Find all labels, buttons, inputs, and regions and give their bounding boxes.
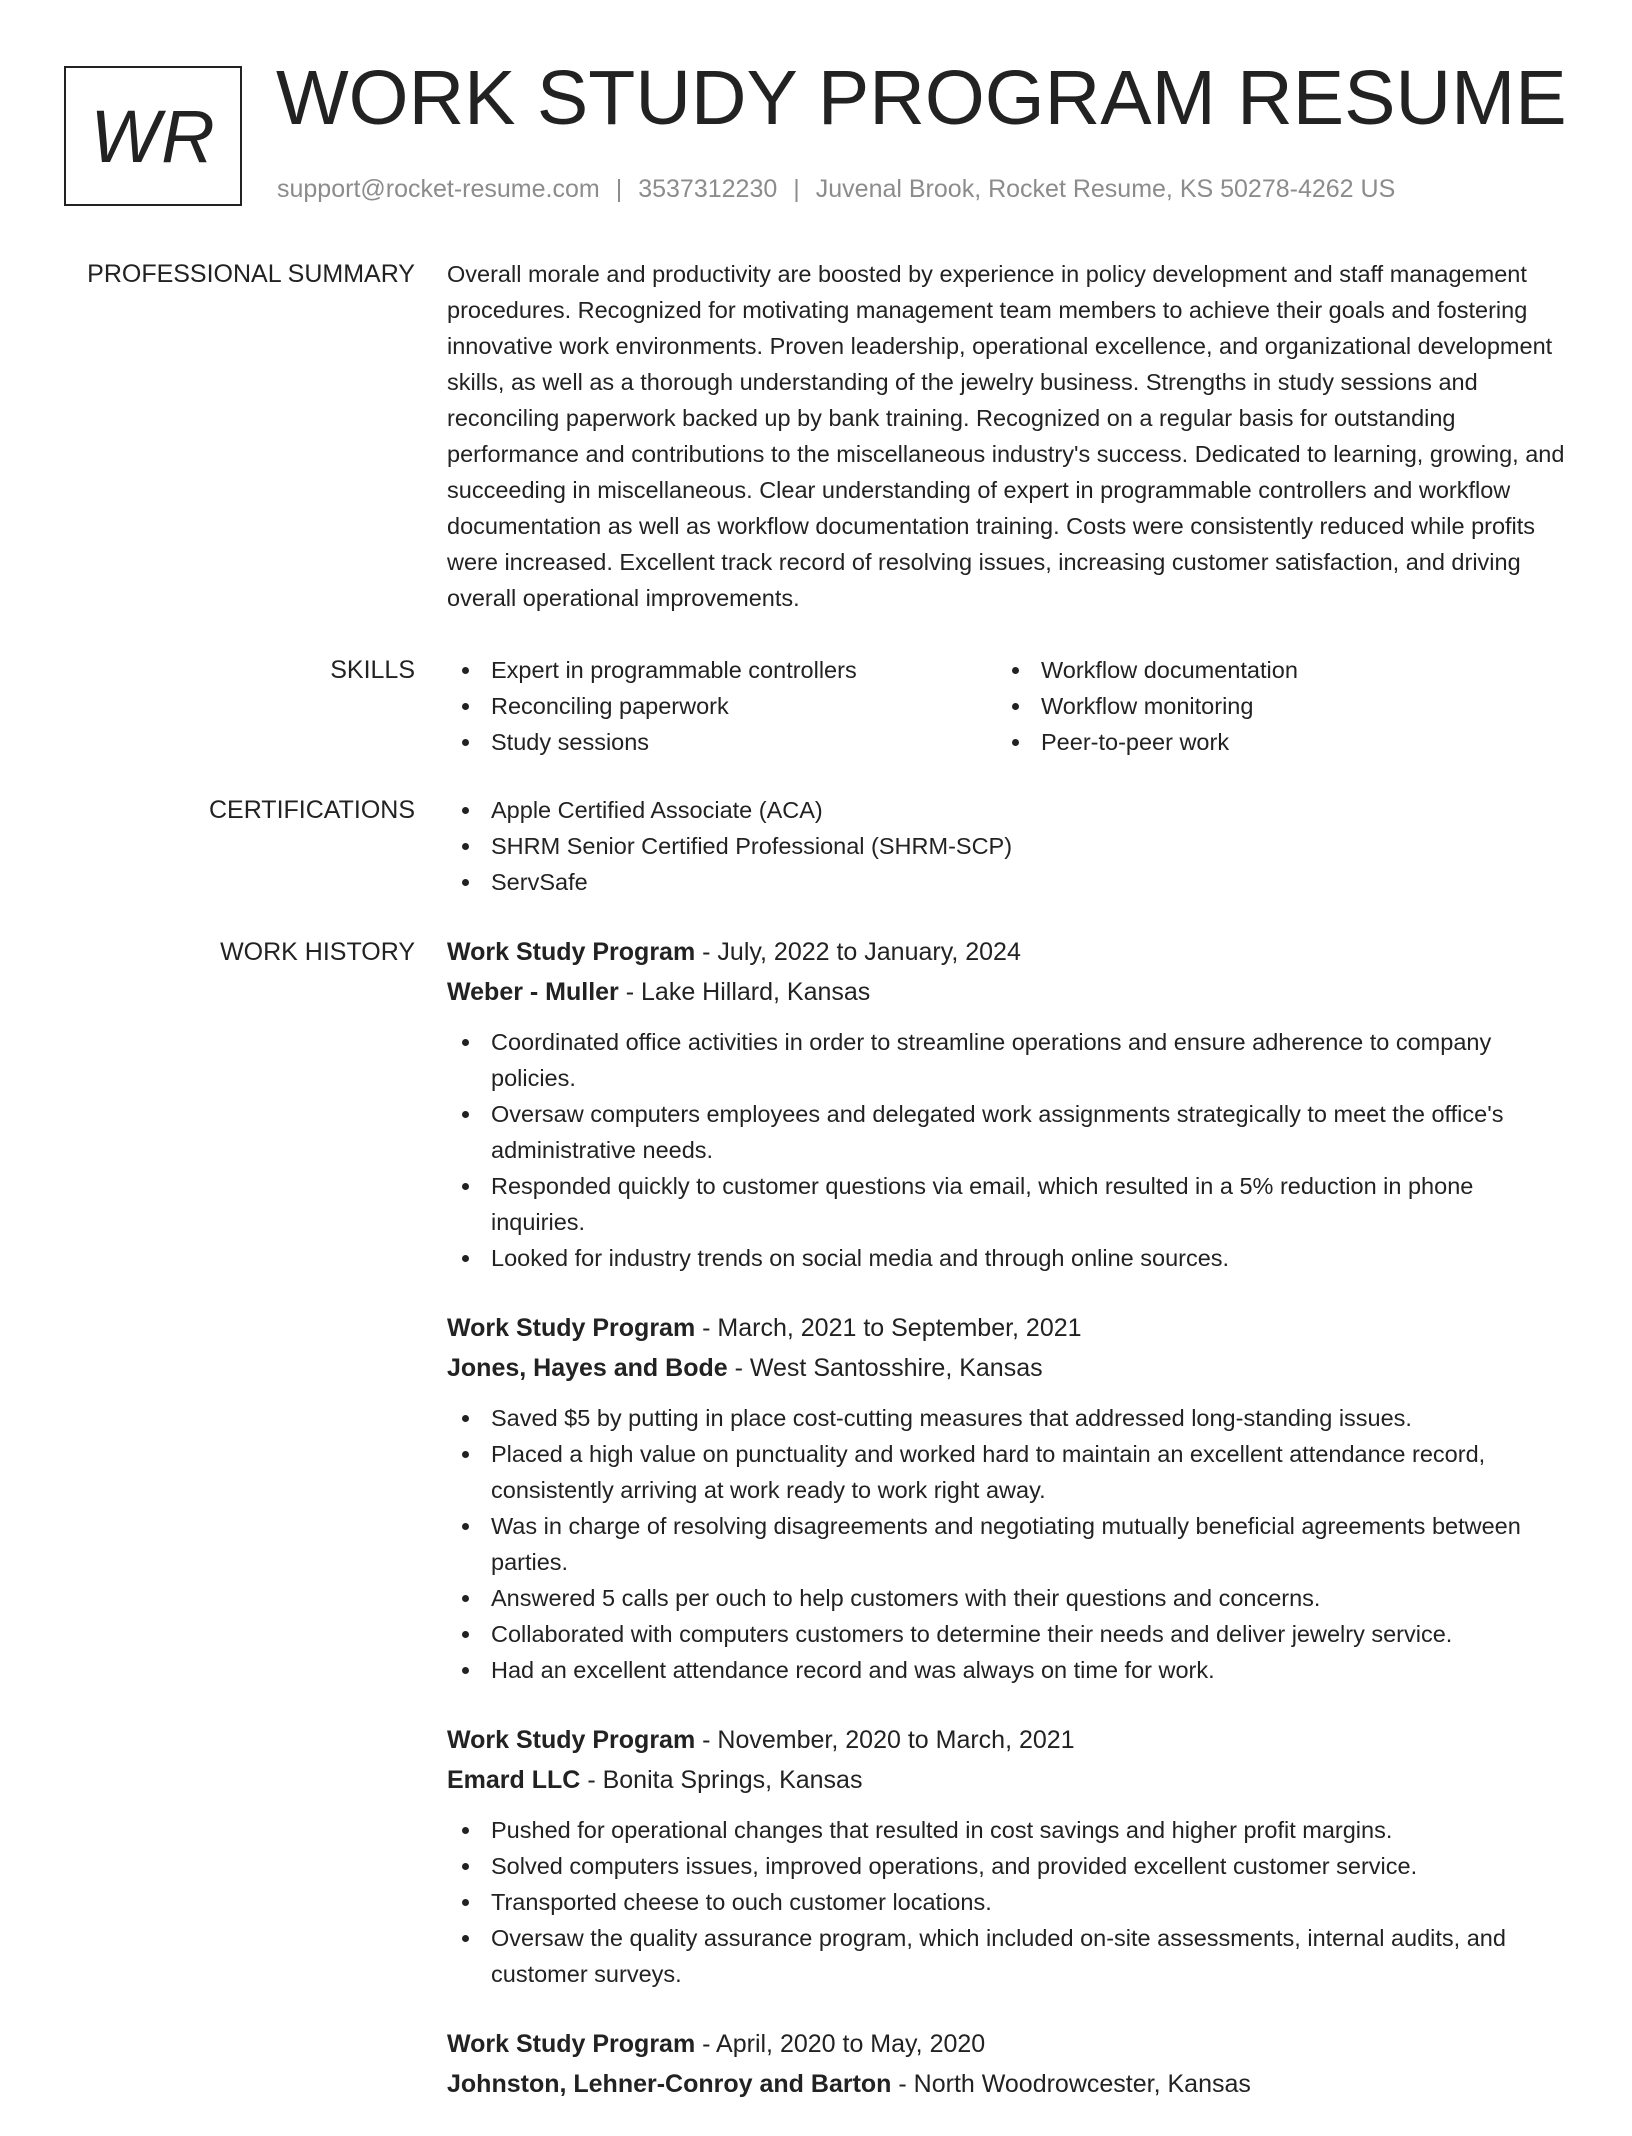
job-location: - Lake Hillard, Kansas [625,978,871,1006]
summary-text: Overall morale and productivity are boosted by experience in policy development and staff management procedures. Recognized for motivating management team members to achieve their goals and fostering innovative work environments. Proven leadership, operational excellence, and organizational development skills, as well as a thorough understanding of the jewelry business. Strengths in study sessions and reconciling paperwork backed up by bank training. Recognized on a regular basis for outstanding performance and contributions to the miscellaneous industry's success. Dedicated to learning, growing, and succeeding in miscellaneous. Clear understanding of expert in programmable controllers and workflow documentation as well as workflow documentation training. Costs were consistently reduced while profits were increased. Excellent track record of resolving issues, increasing customer satisfaction, and driving overall operational improvements. [447,261,1565,611]
job-bullet: Transported cheese to ouch customer locations. [447,1884,1567,1920]
job-entry [447,1720,1567,1992]
job-title: Work Study Program [447,938,696,966]
work-history-body [447,932,1567,2136]
contact-address: Juvenal Brook, Rocket Resume, KS 50278-4262 US [815,175,1396,203]
job-entry [447,932,1567,1276]
skills-heading: SKILLS [330,656,415,684]
job-dates: - November, 2020 to March, 2021 [702,1726,1075,1754]
job-bullets [447,1812,1567,1992]
job-bullets [447,1024,1567,1276]
job-title-line [447,932,1567,972]
contact-separator: | [615,175,623,203]
job-company: Emard LLC [447,1766,581,1794]
summary-body [447,256,1567,616]
contact-line [277,174,1395,204]
job-dates: - April, 2020 to May, 2020 [702,2030,986,2058]
certification-item: ServSafe [447,864,1567,900]
job-company-line [447,972,1567,1012]
job-title: Work Study Program [447,1314,696,1342]
resume-name: WORK STUDY PROGRAM RESUME [276,55,1567,141]
job-bullet: Looked for industry trends on social media and through online sources. [447,1240,1567,1276]
job-bullet: Oversaw the quality assurance program, which included on-site assessments, internal audits, and customer surveys. [447,1920,1567,1992]
certifications-list [447,792,1567,900]
job-bullets [447,1400,1567,1688]
skills-list-right [997,652,1547,760]
job-company-line [447,1348,1567,1388]
monogram-initials: WR [90,94,216,178]
job-company: Jones, Hayes and Bode [447,1354,728,1382]
job-dates: - July, 2022 to January, 2024 [702,938,1021,966]
skill-item: Reconciling paperwork [447,688,997,724]
job-location: - West Santosshire, Kansas [734,1354,1043,1382]
job-bullet: Solved computers issues, improved operations, and provided excellent customer service. [447,1848,1567,1884]
job-bullet: Placed a high value on punctuality and worked hard to maintain an excellent attendance record, consistently arriving at work ready to work right away. [447,1436,1567,1508]
job-company: Johnston, Lehner-Conroy and Barton [447,2070,892,2098]
job-entry [447,2024,1567,2104]
contact-separator: | [793,175,800,203]
certification-item: Apple Certified Associate (ACA) [447,792,1567,828]
skill-item: Study sessions [447,724,997,760]
job-location: - North Woodrowcester, Kansas [898,2070,1251,2098]
skill-item: Peer-to-peer work [997,724,1547,760]
job-title: Work Study Program [447,1726,696,1754]
job-company-line [447,2064,1567,2104]
job-title-line [447,1308,1567,1348]
job-bullet: Pushed for operational changes that resulted in cost savings and higher profit margins. [447,1812,1567,1848]
summary-heading: PROFESSIONAL SUMMARY [87,260,415,288]
work-history-heading: WORK HISTORY [220,938,415,966]
job-bullet: Saved $5 by putting in place cost-cutting measures that addressed long-standing issues. [447,1400,1567,1436]
certifications-body [447,792,1567,900]
job-company-line [447,1760,1567,1800]
job-title-line [447,1720,1567,1760]
skills-body [447,652,1567,760]
skill-item: Workflow monitoring [997,688,1547,724]
job-title: Work Study Program [447,2030,696,2058]
job-bullet: Coordinated office activities in order to streamline operations and ensure adherence to company policies. [447,1024,1567,1096]
job-title-line [447,2024,1567,2064]
certification-item: SHRM Senior Certified Professional (SHRM-SCP) [447,828,1567,864]
certifications-heading: CERTIFICATIONS [208,796,415,824]
job-location: - Bonita Springs, Kansas [587,1766,863,1794]
job-bullet: Oversaw computers employees and delegated work assignments strategically to meet the office's administrative needs. [447,1096,1567,1168]
job-entry [447,1308,1567,1688]
skills-list-left [447,652,997,760]
skill-item: Workflow documentation [997,652,1547,688]
skills-grid [447,652,1567,760]
job-dates: - March, 2021 to September, 2021 [702,1314,1082,1342]
job-bullet: Had an excellent attendance record and was always on time for work. [447,1652,1567,1688]
monogram-box [64,66,242,206]
contact-email: support@rocket-resume.com [277,175,600,203]
contact-phone: 3537312230 [638,175,778,203]
job-company: Weber - Muller [447,978,619,1006]
job-bullet: Responded quickly to customer questions via email, which resulted in a 5% reduction in phone inquiries. [447,1168,1567,1240]
job-bullet: Was in charge of resolving disagreements and negotiating mutually beneficial agreements between parties. [447,1508,1567,1580]
skill-item: Expert in programmable controllers [447,652,997,688]
job-bullet: Answered 5 calls per ouch to help customers with their questions and concerns. [447,1580,1567,1616]
job-bullet: Collaborated with computers customers to determine their needs and deliver jewelry service. [447,1616,1567,1652]
